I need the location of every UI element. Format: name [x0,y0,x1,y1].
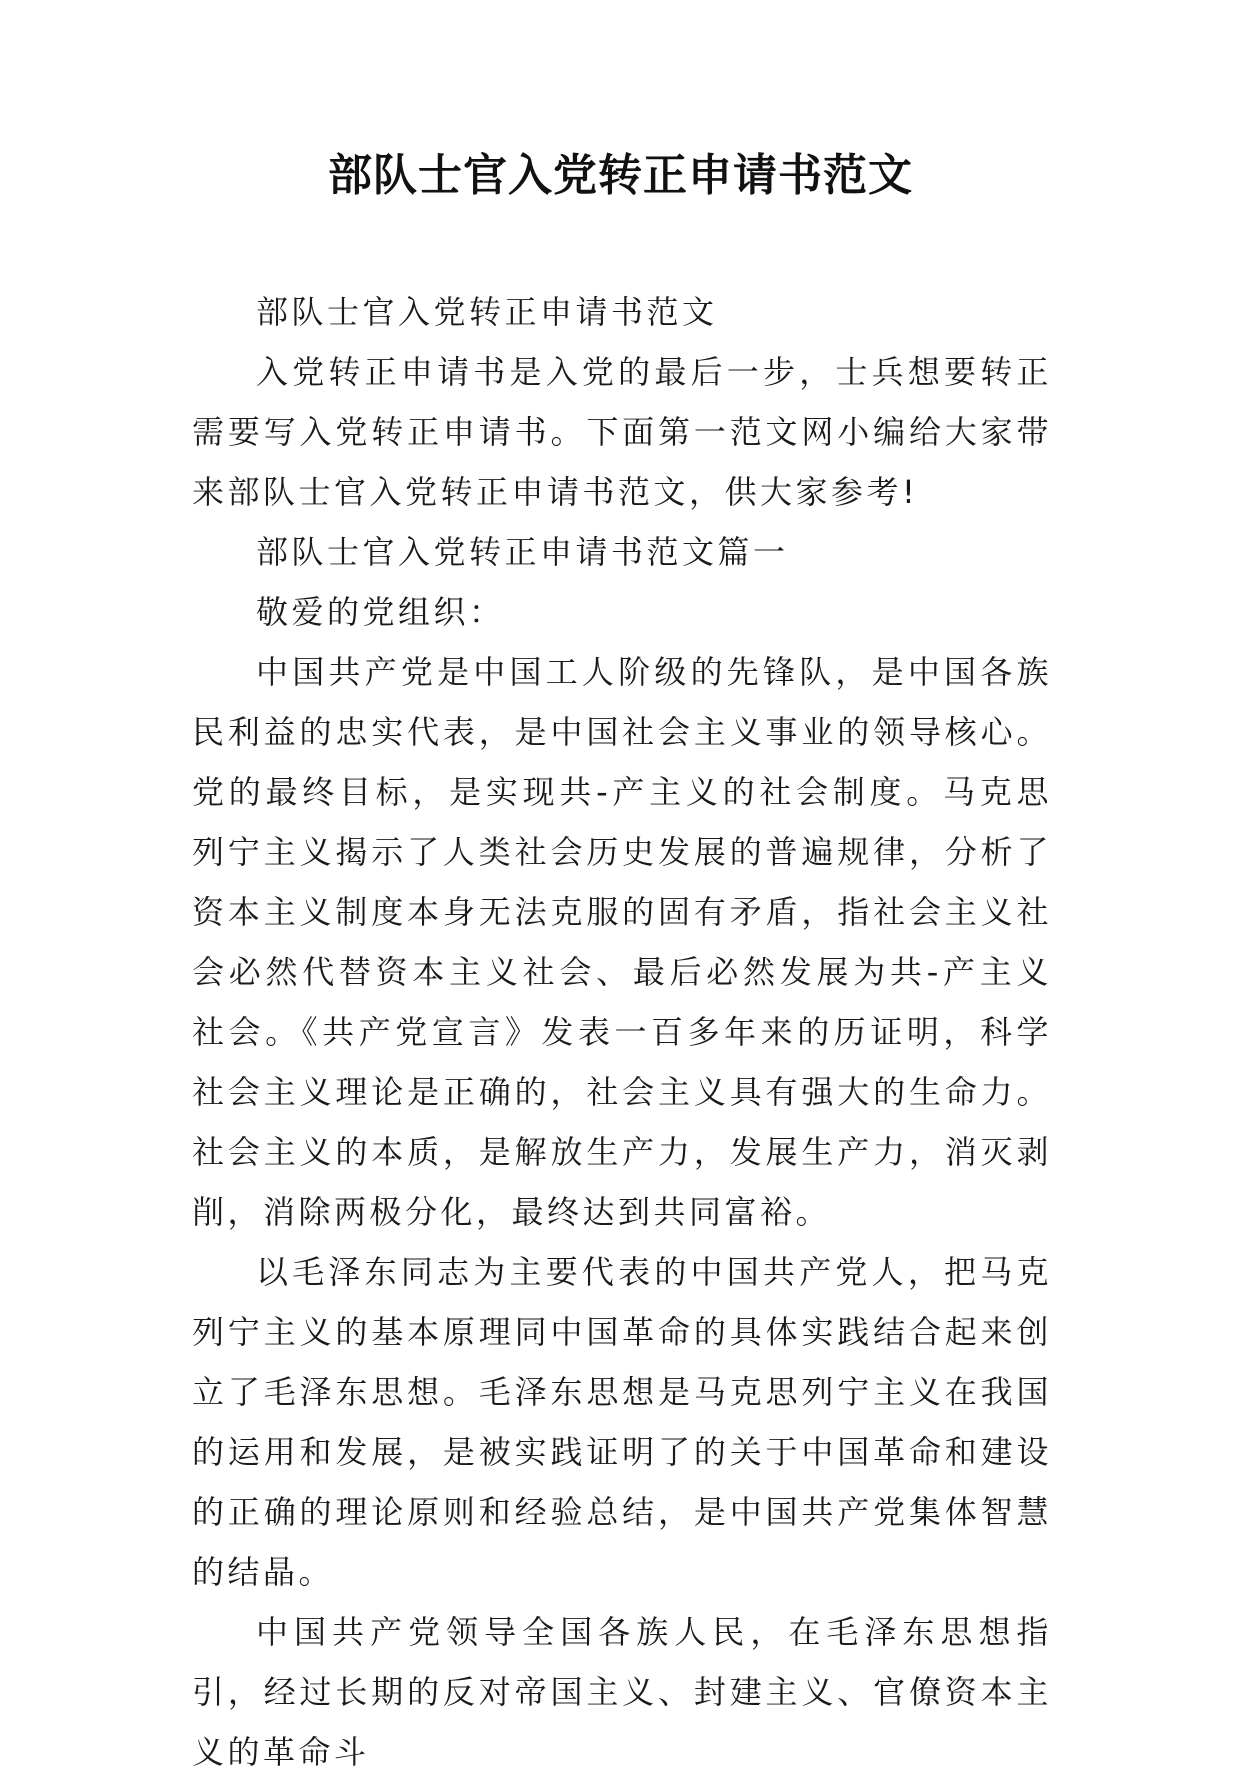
document-body [192,282,1052,1782]
paragraph-salutation: 敬爱的党组织： [256,593,505,631]
paragraph-body-3: 中国共产党领导全国各族人民，在毛泽东思想指引，经过长期的反对帝国主义、封建主义、官僚资本主义的革命斗 [192,1613,1052,1771]
paragraph-body-2: 以毛泽东同志为主要代表的中国共产党人，把马克列宁主义的基本原理同中国革命的具体实践结合起来创立了毛泽东思想。毛泽东思想是马克思列宁主义在我国的运用和发展，是被实践证明了的关于中国革命和建设的正确的理论原则和经验总结，是中国共产党集体智慧的结晶。 [192,1253,1052,1591]
paragraph-section-title: 部队士官入党转正申请书范文篇一 [256,533,789,571]
paragraph-intro: 入党转正申请书是入党的最后一步，士兵想要转正需要写入党转正申请书。下面第一范文网小编给大家带来部队士官入党转正申请书范文，供大家参考! [192,353,1052,511]
document-title: 部队士官入党转正申请书范文 [328,150,913,201]
paragraph-heading: 部队士官入党转正申请书范文 [256,293,718,331]
paragraph-body-1: 中国共产党是中国工人阶级的先锋队，是中国各族民利益的忠实代表，是中国社会主义事业的领导核心。党的最终目标，是实现共-产主义的社会制度。马克思列宁主义揭示了人类社会历史发展的普遍规律，分析了资本主义制度本身无法克服的固有矛盾，指社会主义社会必然代替资本主义社会、最后必然发展为共-产主义社会。《共产党宣言》发表一百多年来的历证明，科学社会主义理论是正确的，社会主义具有强大的生命力。社会主义的本质，是解放生产力，发展生产力，消灭剥削，消除两极分化，最终达到共同富裕。 [192,653,1052,1231]
